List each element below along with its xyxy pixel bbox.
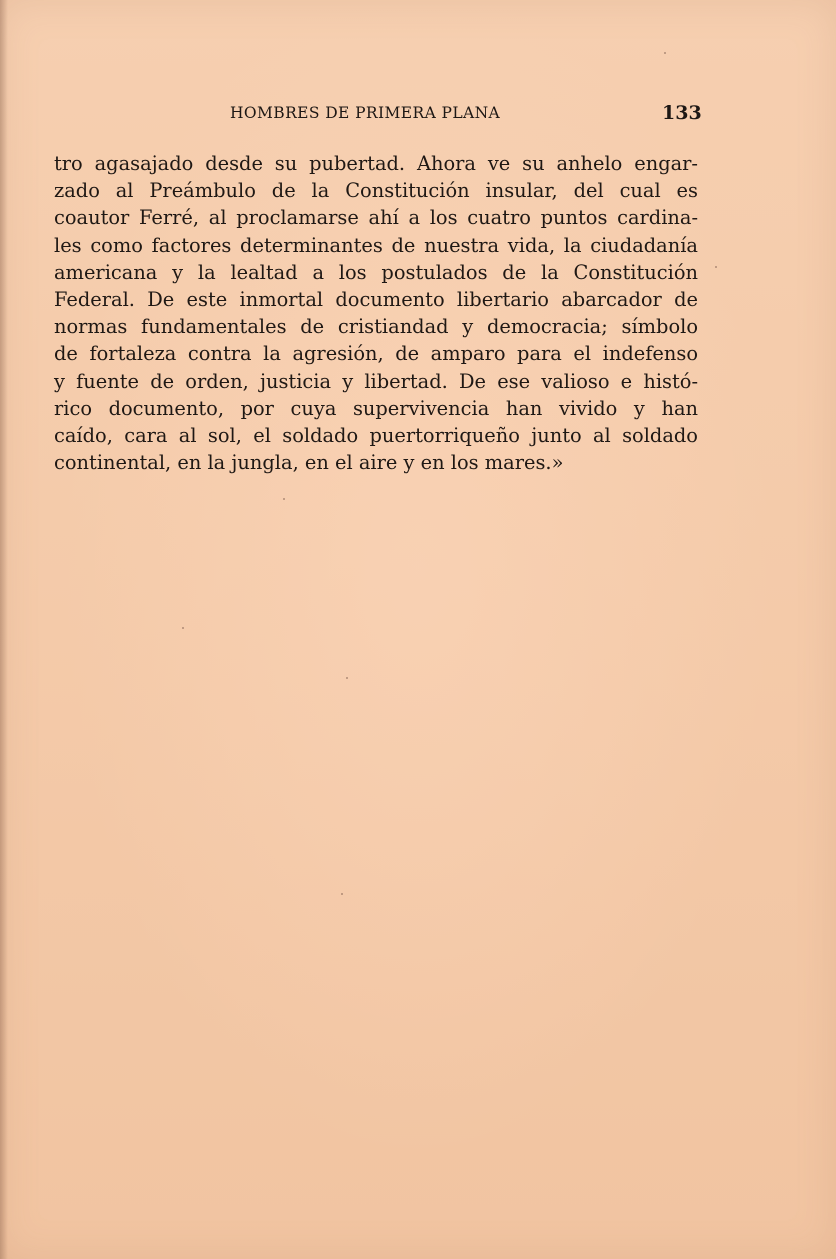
paper-speck xyxy=(341,893,343,895)
text-line: coautor Ferré, al proclamarse ahí a los cuatro puntos cardina- xyxy=(54,206,698,230)
paper-speck xyxy=(182,627,184,629)
text-line: rico documento, por cuya supervivencia han vivido y han xyxy=(54,396,698,420)
paper-speck xyxy=(283,498,285,500)
text-line: continental, en la jungla, en el aire y en los mares.» xyxy=(54,451,564,475)
paper-speck xyxy=(664,52,666,54)
text-line: zado al Preámbulo de la Constitución insular, del cual es xyxy=(54,179,698,203)
text-line: les como factores determinantes de nuestra vida, la ciudadanía xyxy=(54,233,698,257)
text-line: normas fundamentales de cristiandad y democracia; símbolo xyxy=(54,315,698,339)
body-paragraph xyxy=(54,150,698,476)
text-line: y fuente de orden, justicia y libertad. De ese valioso e histó- xyxy=(54,369,698,393)
page-number: 133 xyxy=(662,102,702,124)
paper-speck xyxy=(346,677,348,679)
text-line: de fortaleza contra la agresión, de amparo para el indefenso xyxy=(54,342,698,366)
running-title: HOMBRES DE PRIMERA PLANA xyxy=(230,104,501,122)
page-edge-shadow xyxy=(0,0,8,1259)
text-line: caído, cara al sol, el soldado puertorriqueño junto al soldado xyxy=(54,423,698,447)
text-line: americana y la lealtad a los postulados de la Constitución xyxy=(54,260,698,284)
running-head xyxy=(54,104,696,126)
text-line: tro agasajado desde su pubertad. Ahora ve su anhelo engar- xyxy=(54,152,698,175)
paper-speck xyxy=(715,266,717,268)
text-line: Federal. De este inmortal documento libertario abarcador de xyxy=(54,287,698,311)
